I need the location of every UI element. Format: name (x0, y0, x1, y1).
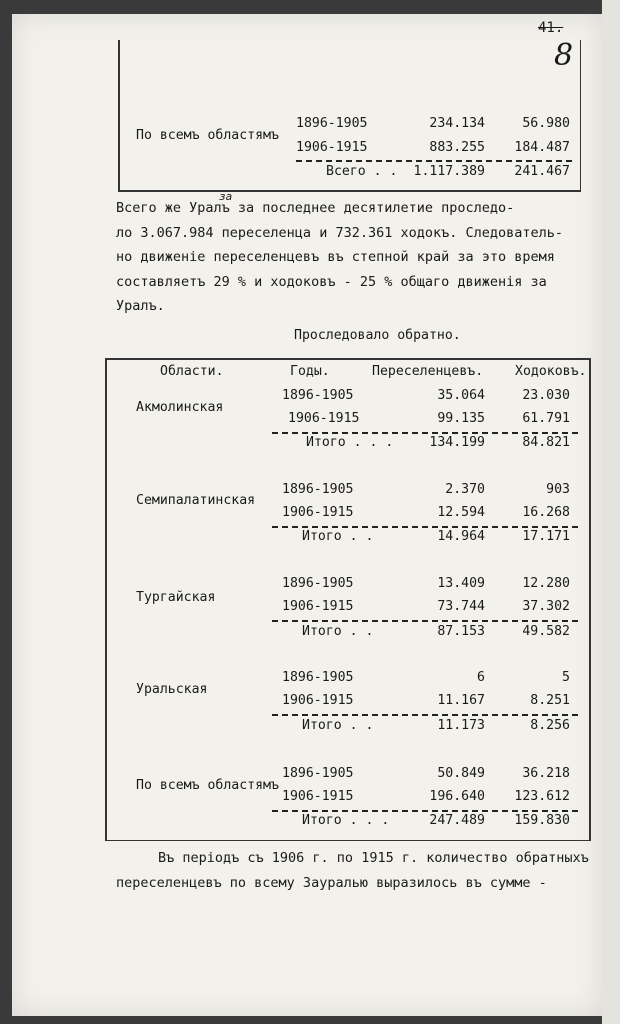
row-years: 1896-1905 (282, 576, 354, 591)
row-settlers: 13.409 (437, 576, 485, 591)
total-walkers: 17.171 (522, 529, 570, 544)
paragraph-2 (116, 846, 589, 895)
row-years: 1906-1915 (282, 693, 354, 708)
row-walkers: 16.268 (522, 505, 570, 520)
total-walkers: 49.582 (522, 624, 570, 639)
row-walkers: 37.302 (522, 599, 570, 614)
row-years: 1906-1915 (282, 505, 354, 520)
row-settlers: 12.594 (437, 505, 485, 520)
top-table-settlers: 234.134 (429, 116, 485, 131)
old-page-number: 41. (538, 20, 564, 36)
total-walkers: 159.830 (514, 813, 570, 828)
paragraph-line: Всего же Уралъ за последнее десятилетие проследо- (116, 200, 515, 216)
top-table-settlers: 883.255 (429, 140, 485, 155)
row-walkers: 903 (546, 482, 570, 497)
row-years: 1906-1915 (282, 599, 354, 614)
total-divider (272, 526, 578, 528)
row-settlers: 99.135 (437, 411, 485, 426)
handwritten-insertion: за (219, 190, 233, 203)
row-settlers: 35.064 (437, 388, 485, 403)
row-walkers: 5 (562, 670, 570, 685)
row-years: 1896-1905 (282, 766, 354, 781)
total-walkers: 8.256 (530, 718, 570, 733)
new-page-number: 8 (554, 38, 574, 73)
total-label: Итого . . . (306, 435, 394, 450)
row-settlers: 2.370 (445, 482, 485, 497)
total-divider (272, 620, 578, 622)
top-table-walkers: 56.980 (522, 116, 570, 131)
total-divider (272, 810, 578, 812)
total-label: Итого . . (302, 529, 374, 544)
top-table-total-walkers: 241.467 (514, 164, 570, 179)
total-settlers: 87.153 (437, 624, 485, 639)
region-all: По всемъ областямъ (136, 778, 279, 793)
row-walkers: 36.218 (522, 766, 570, 781)
total-divider (272, 714, 578, 716)
paragraph-line: переселенцевъ по всему Зауралью выразилось въ сумме - (116, 874, 547, 891)
row-settlers: 6 (477, 670, 485, 685)
paragraph-line: но движенiе переселенцевъ въ степной край за это время (116, 249, 555, 266)
header-years: Годы. (290, 364, 330, 379)
row-years: 1896-1905 (282, 670, 354, 685)
total-label: Итого . . (302, 624, 374, 639)
page-edge (602, 0, 620, 1024)
row-walkers: 23.030 (522, 388, 570, 403)
top-table-years: 1906-1915 (296, 140, 368, 155)
section-title: Проследовало обратно. (294, 328, 461, 343)
header-settlers: Переселенцевъ. (372, 364, 484, 379)
row-settlers: 73.744 (437, 599, 485, 614)
row-years: 1896-1905 (282, 482, 354, 497)
row-years: 1906-1915 (282, 789, 354, 804)
top-table-years: 1896-1905 (296, 116, 368, 131)
row-years: 1906-1915 (288, 411, 360, 426)
row-settlers: 11.167 (437, 693, 485, 708)
header-region: Области. (160, 364, 224, 379)
top-table-region: По всемъ областямъ (136, 128, 279, 143)
row-walkers: 8.251 (530, 693, 570, 708)
row-settlers: 196.640 (429, 789, 485, 804)
header-walkers: Ходоковъ. (515, 364, 587, 379)
total-label: Итого . . . (302, 813, 390, 828)
paragraph-line: составляетъ 29 % и ходоковъ - 25 % общаго движенiя за (116, 273, 547, 290)
top-table-total-settlers: 1.117.389 (413, 164, 485, 179)
region-semipalatinskaya: Семипалатинская (136, 493, 256, 508)
total-label: Итого . . (302, 718, 374, 733)
row-settlers: 50.849 (437, 766, 485, 781)
total-walkers: 84.821 (522, 435, 570, 450)
row-years: 1896-1905 (282, 388, 354, 403)
row-walkers: 123.612 (514, 789, 570, 804)
paragraph-1 (116, 196, 586, 319)
region-uralskaya: Уральская (136, 682, 208, 697)
total-divider (296, 160, 572, 162)
paragraph-line: Въ перiодъ съ 1906 г. по 1915 г. количество обратныхъ (158, 850, 589, 866)
total-settlers: 11.173 (437, 718, 485, 733)
region-akmolinskaya: Акмолинская (136, 400, 224, 415)
total-settlers: 14.964 (437, 529, 485, 544)
total-settlers: 247.489 (429, 813, 485, 828)
paragraph-line: ло 3.067.984 переселенца и 732.361 ходокъ. Следователь- (116, 224, 564, 241)
top-table-walkers: 184.487 (514, 140, 570, 155)
total-settlers: 134.199 (429, 435, 485, 450)
row-walkers: 61.791 (522, 411, 570, 426)
top-table-total-label: Всего . . (326, 164, 398, 179)
paragraph-line: Уралъ. (116, 298, 165, 315)
row-walkers: 12.280 (522, 576, 570, 591)
total-divider (272, 432, 578, 434)
region-turgayskaya: Тургайская (136, 590, 216, 605)
